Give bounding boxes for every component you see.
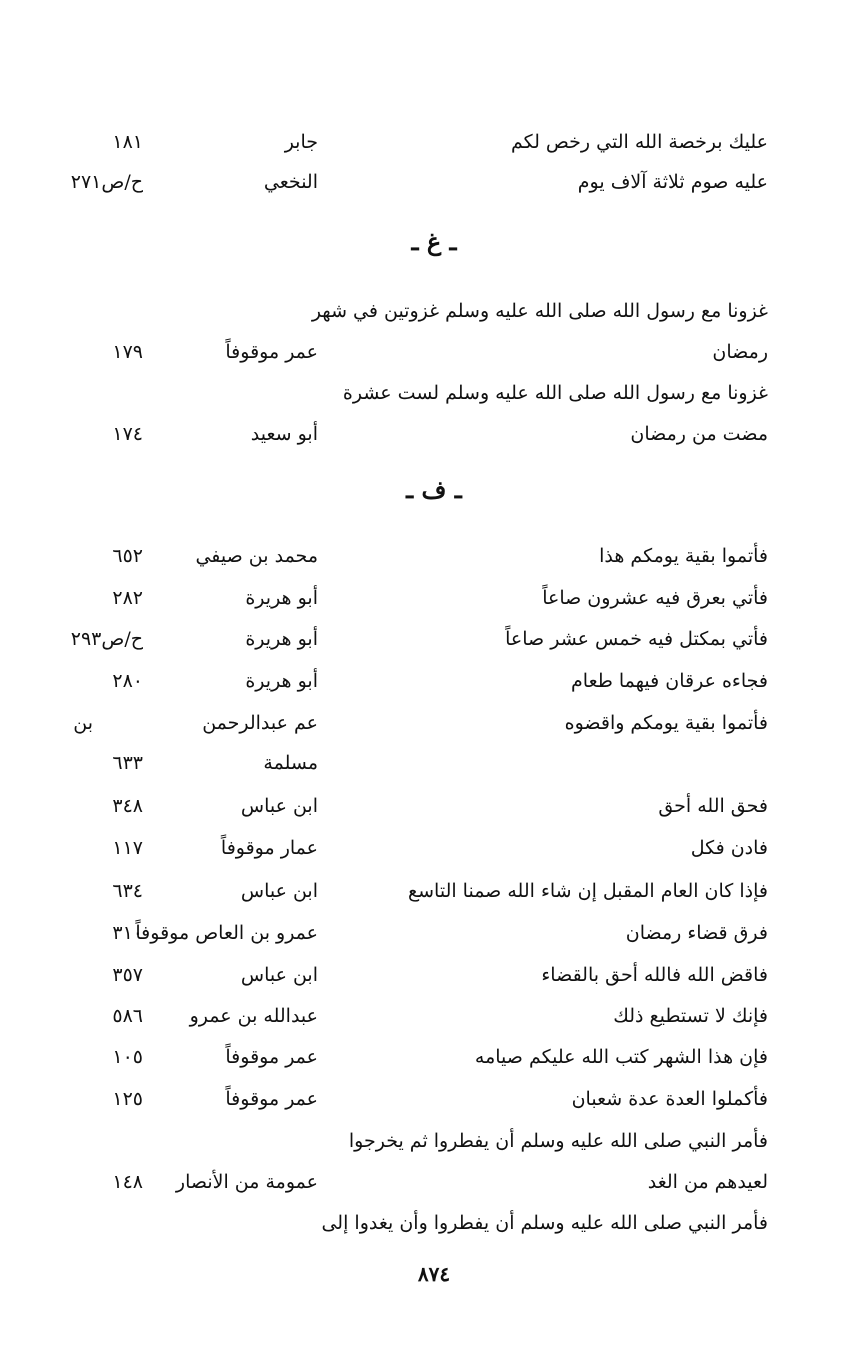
entry-text: غزونا مع رسول الله صلى الله عليه وسلم لست عشرة	[342, 382, 768, 404]
entry-text: فاقض الله فالله أحق بالقضاء	[541, 964, 768, 986]
entry-reference: ١١٧	[112, 837, 143, 859]
entry-reference: ٢٨٢	[112, 587, 143, 609]
entry-reference: ١٢٥	[112, 1088, 143, 1110]
entry-text: فأكملوا العدة عدة شعبان	[571, 1088, 768, 1110]
entry-reference: ٦٣٤	[112, 880, 143, 902]
index-entry	[0, 788, 868, 824]
entry-narrator: عم عبدالرحمن	[202, 712, 318, 734]
index-entry	[0, 705, 868, 741]
entry-narrator: عمومة من الأنصار	[175, 1171, 318, 1193]
entry-text: فإنك لا تستطيع ذلك	[613, 1005, 768, 1027]
entry-text: فأتموا بقية يومكم واقضوه	[564, 712, 768, 734]
entry-reference: ١٨١	[112, 131, 143, 153]
entry-narrator: عمر موقوفاً	[225, 1046, 318, 1068]
entry-reference: ٣١٠	[112, 922, 143, 944]
index-entry	[0, 416, 868, 452]
entry-text: فحق الله أحق	[658, 795, 768, 817]
entry-narrator: عبدالله بن عمرو	[189, 1005, 318, 1027]
index-entry	[0, 830, 868, 866]
entry-text: فأتموا بقية يومكم هذا	[599, 545, 768, 567]
index-entry	[0, 745, 868, 781]
section-heading: ـ ف ـ	[406, 475, 462, 504]
index-entry	[0, 1205, 868, 1241]
entry-narrator: محمد بن صيفي	[195, 545, 318, 567]
index-entry	[0, 873, 868, 909]
entry-text: فادن فكل	[690, 837, 768, 859]
entry-narrator: جابر	[284, 131, 318, 153]
entry-reference: ١٠٥	[112, 1046, 143, 1068]
entry-reference: ١٤٨	[112, 1171, 143, 1193]
entry-text: فأمر النبي صلى الله عليه وسلم أن يفطروا ثم يخرجوا	[348, 1130, 768, 1152]
index-entry	[0, 580, 868, 616]
entry-narrator-continued: بن	[73, 712, 93, 734]
entry-text: فإن هذا الشهر كتب الله عليكم صيامه	[474, 1046, 768, 1068]
entry-reference: ١٧٩	[112, 341, 143, 363]
index-entry	[0, 1039, 868, 1075]
index-entry	[0, 1164, 868, 1200]
entry-text: عليك برخصة الله التي رخص لكم	[510, 131, 768, 153]
entry-narrator: عمار موقوفاً	[220, 837, 318, 859]
index-entry	[0, 375, 868, 411]
entry-narrator: عمر موقوفاً	[225, 1088, 318, 1110]
entry-reference: ٦٣٣	[112, 752, 143, 774]
index-entry	[0, 621, 868, 657]
entry-text: فأتي بمكتل فيه خمس عشر صاعاً	[505, 628, 768, 650]
index-entry	[0, 293, 868, 329]
entry-text: فجاءه عرقان فيهما طعام	[571, 670, 768, 692]
entry-narrator: أبو سعيد	[250, 423, 318, 445]
entry-text: فرق قضاء رمضان	[625, 922, 768, 944]
entry-reference: ح/ص٢٧١	[70, 171, 143, 193]
entry-text: لعيدهم من الغد	[647, 1171, 768, 1193]
entry-reference: ٣٤٨	[112, 795, 143, 817]
entry-reference: ٦٥٢	[112, 545, 143, 567]
entry-narrator: أبو هريرة	[245, 670, 318, 692]
index-entry	[0, 164, 868, 200]
section-heading: ـ غ ـ	[411, 227, 457, 256]
entry-reference: ١٧٤	[112, 423, 143, 445]
entry-text: رمضان	[712, 341, 768, 363]
entry-text: عليه صوم ثلاثة آلاف يوم	[577, 171, 768, 193]
entry-text: فأتي بعرق فيه عشرون صاعاً	[542, 587, 768, 609]
entry-reference: ح/ص٢٩٣	[70, 628, 143, 650]
index-entry	[0, 998, 868, 1034]
entry-narrator: أبو هريرة	[245, 587, 318, 609]
index-entry	[0, 957, 868, 993]
entry-text: مضت من رمضان	[630, 423, 768, 445]
entry-narrator: أبو هريرة	[245, 628, 318, 650]
index-entry	[0, 334, 868, 370]
index-entry	[0, 1123, 868, 1159]
index-entry	[0, 663, 868, 699]
entry-reference: ٥٨٦	[112, 1005, 143, 1027]
entry-narrator: ابن عباس	[240, 964, 318, 986]
entry-narrator: عمرو بن العاص موقوفاً	[135, 922, 318, 944]
entry-narrator: ابن عباس	[240, 880, 318, 902]
entry-text: فأمر النبي صلى الله عليه وسلم أن يفطروا وأن يغدوا إلى	[321, 1212, 768, 1234]
entry-narrator: النخعي	[263, 171, 318, 193]
entry-reference: ٣٥٧	[112, 964, 143, 986]
entry-text: فإذا كان العام المقبل إن شاء الله صمنا التاسع	[408, 880, 768, 902]
entry-narrator: عمر موقوفاً	[225, 341, 318, 363]
page-number: ٨٧٤	[417, 1262, 451, 1286]
entry-narrator: ابن عباس	[240, 795, 318, 817]
entry-reference: ٢٨٠	[112, 670, 143, 692]
index-entry	[0, 1081, 868, 1117]
index-entry	[0, 124, 868, 160]
entry-text: غزونا مع رسول الله صلى الله عليه وسلم غزوتين في شهر	[311, 300, 768, 322]
index-entry	[0, 538, 868, 574]
entry-narrator: مسلمة	[263, 752, 318, 774]
index-entry	[0, 915, 868, 951]
